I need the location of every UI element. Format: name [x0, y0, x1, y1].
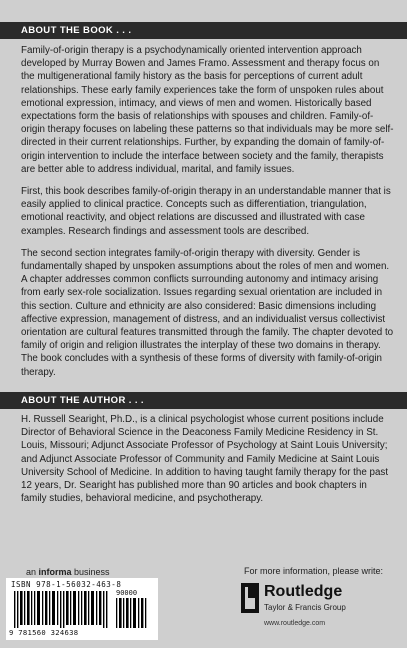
about-book-heading: ABOUT THE BOOK . . .	[0, 22, 407, 39]
routledge-logo-icon	[241, 583, 259, 613]
more-info-text: For more information, please write:	[244, 566, 384, 576]
about-book-paragraph-1: Family-of-origin therapy is a psychodynamically oriented intervention approach developed by Murray Bowen and James Framo. Assessment and therapy focus on the multigenerational family history as the basis for perceptions of current adult relationships. These early family experiences take the form of unspoken rules about emotional expression, intimacy, and views of men and women. Historically based expectations form the basis of relationships with spouses and children. Family-of-origin therapy focuses on labeling these patterns so that individuals may be more self-directed in their current relationships. Further, by expanding the domain of family-of-origin intervention to include the interface between society and the family, therapists are better able to address individual, marital, and family issues.	[21, 45, 394, 175]
informa-imprint	[26, 567, 110, 577]
publisher-name: Routledge	[264, 583, 343, 600]
about-book-paragraph-3: The second section integrates family-of-origin therapy with diversity. Gender is fundamentally shaped by unspoken assumptions about the roles of men and women. A chapter addresses common conflicts surrounding autonomy and intimacy arising from early sex-role socialization. Issues regarding sexual orientation are included in this section. Culture and ethnicity are also considered: Basic dimensions including affective expression, management of distress, and an individualist versus collectivist orientation are cultural features transmitted through the family. The chapter devoted to family of origin and religion illustrates the interplay of these two domains in therapy. The book concludes with a synthesis of these forms of diversity with family-of-origin therapy.	[21, 247, 394, 378]
publisher-url: www.routledge.com	[264, 620, 326, 627]
about-book-text	[21, 44, 395, 388]
about-author-text	[21, 413, 395, 514]
publisher-group: Taylor & Francis Group	[264, 603, 346, 612]
imprint-prefix: an	[26, 567, 39, 577]
barcode	[6, 578, 158, 640]
imprint-brand: informa	[38, 567, 72, 577]
imprint-suffix: business	[71, 567, 110, 577]
about-author-paragraph: H. Russell Searight, Ph.D., is a clinical psychologist whose current positions include Director of Behavioral Science in the Deaconess Family Medicine Residency in St. Louis, Missouri; Adjunct Associate Professor of Psychology at Saint Louis University; and Adjunct Associate Professor of Community and Family Medicine at Saint Louis University School of Medicine. In addition to having taught family therapy for the past 12 years, Dr. Searight has published more than 90 articles and book chapters in family studies, behavioral medicine, and psychotherapy.	[21, 414, 389, 505]
isbn-label: ISBN 978-1-56032-463-8	[11, 580, 122, 589]
barcode-digits: 9 781560 324638	[9, 628, 79, 637]
about-book-paragraph-2: First, this book describes family-of-origin therapy in an understandable manner that is easily applied to clinical practice. Concepts such as differentiation, triangulation, emotional reactivity, and object relations are discussed and illustrated with case examples. Research findings and assessment tools are described.	[21, 186, 391, 237]
about-author-heading: ABOUT THE AUTHOR . . .	[0, 392, 407, 409]
barcode-bars-icon	[14, 591, 150, 628]
price-code: 90000	[116, 589, 138, 597]
